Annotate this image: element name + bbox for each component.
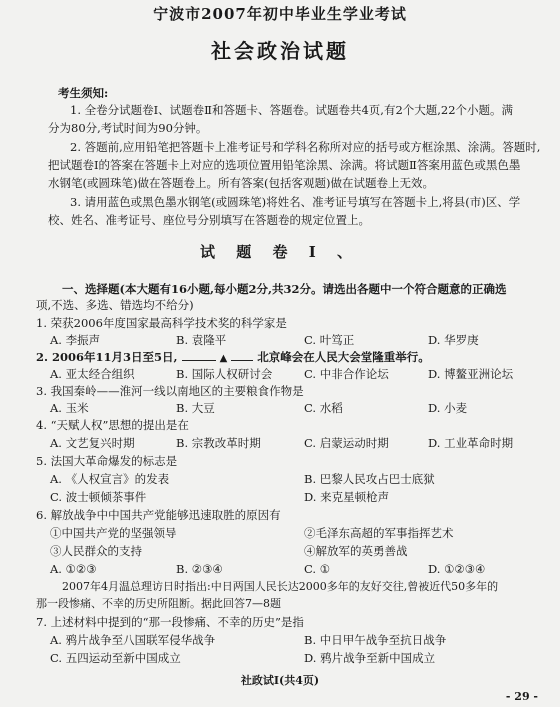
section-title-mark: 、 [336, 243, 360, 261]
answer-blank [182, 360, 216, 361]
section-title-text: 试 题 卷 Ⅰ [200, 243, 324, 261]
statement-item: ③人民群众的支持 [50, 544, 142, 558]
notice-line: 校、姓名、准考证号、座位号分别填写在答题卷的规定位置上。 [48, 213, 370, 227]
blank-marker: ▲ [219, 353, 228, 364]
question-stem: 1. 荣获2006年度国家最高科学技术奖的科学家是 [36, 316, 287, 330]
option: D. 博鳌亚洲论坛 [428, 367, 514, 381]
option: C. 叶笃正 [304, 333, 355, 347]
notice-line: 分为80分,考试时间为90分钟。 [48, 121, 208, 135]
option: B. 袁隆平 [176, 333, 227, 347]
option: D. ①②③④ [428, 562, 486, 576]
notice-line: 3. 请用蓝色或黑色墨水钢笔(或圆珠笔)将姓名、准考证号填写在答题卡上,将县(市)区、学 [70, 195, 521, 209]
option: B. 巴黎人民攻占巴士底狱 [304, 472, 435, 486]
notice-line: 水钢笔(或圆珠笔)做在答题卷上。所有答案(包括客观题)做在试题卷上无效。 [48, 176, 434, 190]
notice-line: 1. 全卷分试题卷Ⅰ、试题卷Ⅱ和答题卡、答题卷。试题卷共4页,有2个大题,22个小题。满 [70, 103, 514, 117]
option: B. 大豆 [176, 401, 215, 415]
option: A. 鸦片战争至八国联军侵华战争 [50, 633, 216, 647]
answer-blank [231, 360, 253, 361]
section-intro: 一、选择题(本大题有16小题,每小题2分,共32分。请选出各题中一个符合题意的正确选 [62, 282, 507, 296]
option: D. 华罗庚 [428, 333, 479, 347]
statement-item: ②毛泽东高超的军事指挥艺术 [304, 526, 454, 540]
question-stem [36, 350, 430, 366]
question-stem: 5. 法国大革命爆发的标志是 [36, 454, 178, 468]
option: B. 国际人权研讨会 [176, 367, 273, 381]
question-stem: 3. 我国秦岭——淮河一线以南地区的主要粮食作物是 [36, 384, 304, 398]
option: D. 工业革命时期 [428, 436, 514, 450]
passage-line: 2007年4月温总理访日时指出:中日两国人民长达2000多年的友好交往,曾被近代50多年的 [62, 580, 499, 593]
footer-label: 社政试Ⅰ(共4页) [240, 674, 320, 687]
option: A. 李振声 [50, 333, 101, 347]
statement-item: ①中国共产党的坚强领导 [50, 526, 177, 540]
option: C. 启蒙运动时期 [304, 436, 389, 450]
question-stem-part: 北京峰会在人民大会堂隆重举行。 [257, 350, 430, 364]
option: C. 水稻 [304, 401, 343, 415]
option: B. 中日甲午战争至抗日战争 [304, 633, 447, 647]
exam-title: 宁波市2007年初中毕业生学业考试 [153, 5, 407, 23]
passage-line: 那一段惨痛、不幸的历史所阻断。据此回答7—8题 [36, 597, 281, 610]
section-title [0, 245, 560, 259]
notice-heading: 考生须知: [58, 86, 109, 100]
option: A. 文艺复兴时期 [50, 436, 135, 450]
option: D. 来克星顿枪声 [304, 490, 390, 504]
option: A. 亚太经合组织 [50, 367, 135, 381]
option: A. ①②③ [50, 562, 97, 576]
question-stem-part: 2. 2006年11月3日至5日, [36, 350, 178, 364]
question-stem: 7. 上述材料中提到的“那一段惨痛、不幸的历史”是指 [36, 615, 304, 629]
option: C. 波士顿倾茶事件 [50, 490, 147, 504]
notice-line: 把试题卷Ⅰ的答案在答题卡上对应的选项位置用铅笔涂黑、涂满。将试题Ⅱ答案用蓝色或黑色墨 [48, 158, 521, 172]
page-number: - 29 - [505, 690, 538, 703]
question-stem: 4. “天赋人权”思想的提出是在 [36, 418, 189, 432]
option: C. 五四运动至新中国成立 [50, 651, 181, 665]
option: C. 中非合作论坛 [304, 367, 389, 381]
statement-item: ④解放军的英勇善战 [304, 544, 408, 558]
option: B. 宗教改革时期 [176, 436, 261, 450]
section-intro: 项,不选、多选、错选均不给分) [36, 298, 194, 312]
option: D. 鸦片战争至新中国成立 [304, 651, 436, 665]
subject-title: 社会政治试题 [211, 39, 349, 63]
notice-line: 2. 答题前,应用铅笔把答题卡上准考证号和学科名称所对应的括号或方框涂黑、涂满。答题时, [70, 140, 541, 154]
option: B. ②③④ [176, 562, 223, 576]
option: A. 玉米 [50, 401, 89, 415]
option: A. 《人权宣言》的发表 [50, 472, 170, 486]
question-stem: 6. 解放战争中中国共产党能够迅速取胜的原因有 [36, 508, 281, 522]
option: C. ① [304, 562, 331, 576]
option: D. 小麦 [428, 401, 468, 415]
